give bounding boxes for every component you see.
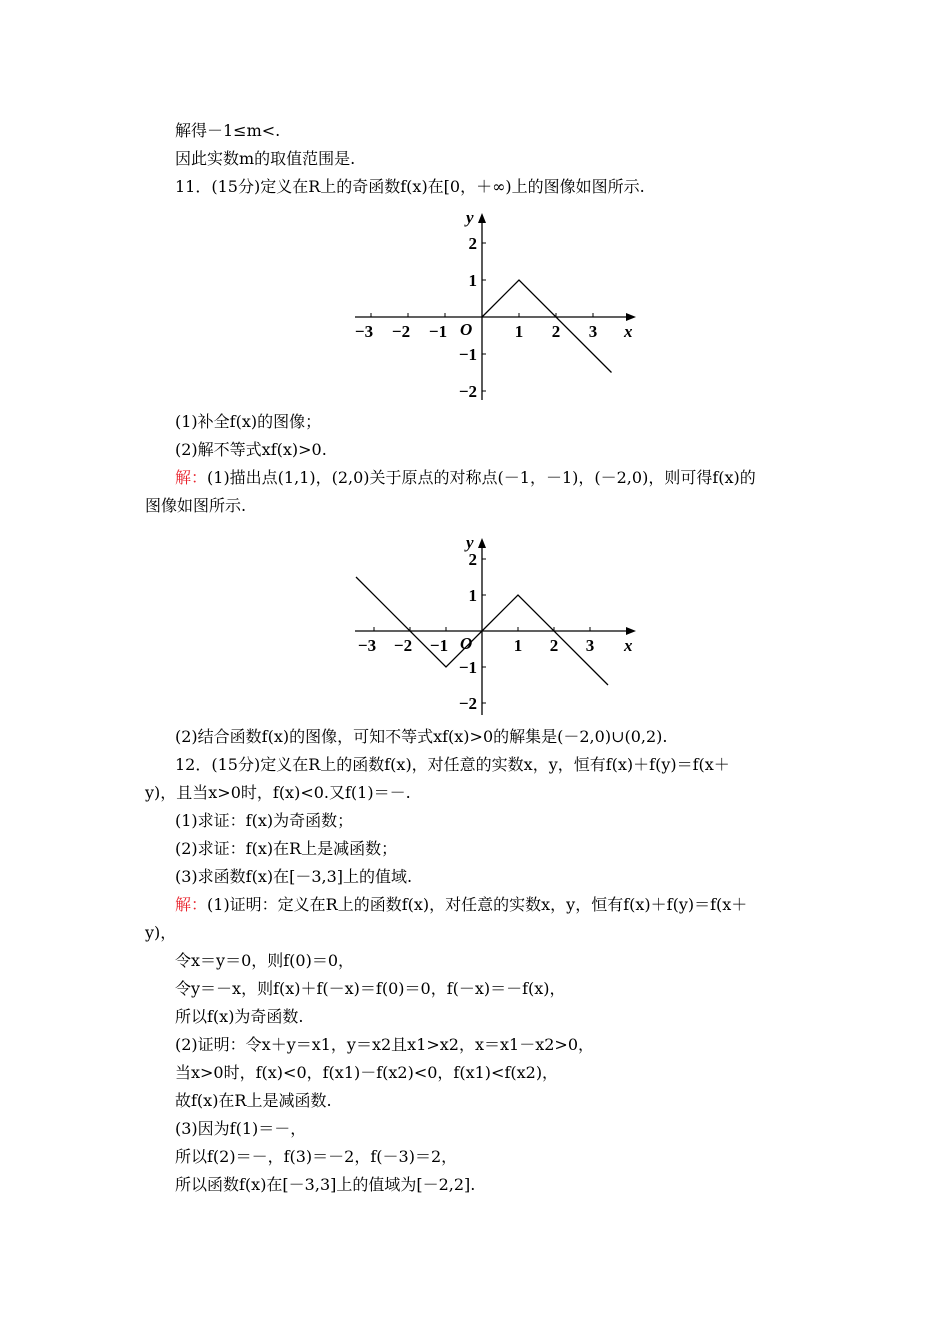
question-1: (1)求证：f(x)为奇函数； bbox=[175, 811, 354, 830]
y-axis-label: y bbox=[466, 208, 474, 227]
text-line: (2)证明：令x＋y＝x1，y＝x2且x1>x2，x＝x1－x2>0， bbox=[175, 1035, 595, 1054]
y-tick-label: −1 bbox=[458, 658, 477, 677]
x-tick-label: 1 bbox=[514, 322, 524, 341]
solution-label: 解： bbox=[175, 468, 208, 487]
x-axis-label: x bbox=[624, 322, 633, 341]
y-tick-label: 2 bbox=[468, 234, 477, 253]
x-tick-label: −2 bbox=[391, 322, 411, 341]
solution-text: (1)描出点(1,1)，(2,0)关于原点的对称点(－1，－1)，(－2,0)，则可得f(x)的 bbox=[207, 468, 756, 487]
text-line: 因此实数m的取值范围是. bbox=[175, 149, 356, 168]
y-tick-label: 1 bbox=[468, 586, 477, 605]
text-line: y)，且当x>0时，f(x)<0.又f(1)＝－. bbox=[145, 783, 411, 802]
y-axis-arrow bbox=[478, 538, 486, 548]
text-line: 令y＝－x，则f(x)＋f(－x)＝f(0)＝0，f(－x)＝－f(x)， bbox=[175, 979, 566, 998]
y-tick-label: −2 bbox=[458, 382, 477, 401]
solution-label: 解： bbox=[175, 895, 208, 914]
x-axis-label: x bbox=[624, 636, 633, 655]
x-tick-label: −2 bbox=[393, 636, 413, 655]
text-line: 图像如图所示. bbox=[145, 496, 247, 515]
answer-2: (2)结合函数f(x)的图像，可知不等式xf(x)>0的解集是(－2,0)∪(0,2). bbox=[175, 727, 668, 746]
question-2: (2)解不等式xf(x)>0. bbox=[175, 440, 327, 459]
x-tick-label: 1 bbox=[513, 636, 523, 655]
x-tick-label: 3 bbox=[585, 636, 595, 655]
question-1: (1)补全f(x)的图像； bbox=[175, 412, 322, 431]
x-axis-arrow bbox=[626, 313, 636, 321]
y-tick-label: −2 bbox=[458, 694, 477, 713]
text-line: 故f(x)在R上是减函数. bbox=[175, 1091, 332, 1110]
solution-line bbox=[175, 467, 756, 489]
x-tick-label: −1 bbox=[428, 322, 448, 341]
y-tick-label: 1 bbox=[468, 271, 477, 290]
x-tick-label: 3 bbox=[588, 322, 598, 341]
x-tick-label: −1 bbox=[429, 636, 449, 655]
x-tick-label: 2 bbox=[551, 322, 561, 341]
solution-line bbox=[175, 894, 747, 916]
question-2: (2)求证：f(x)在R上是减函数； bbox=[175, 839, 398, 858]
text-line: 当x>0时，f(x)<0，f(x1)－f(x2)<0，f(x1)<f(x2)， bbox=[175, 1063, 559, 1082]
x-axis-arrow bbox=[626, 627, 636, 635]
y-tick-label: 2 bbox=[468, 550, 477, 569]
y-tick-label: −1 bbox=[458, 345, 477, 364]
text-line: 所以f(x)为奇函数. bbox=[175, 1007, 304, 1026]
x-tick-label: −3 bbox=[354, 322, 374, 341]
y-axis-label: y bbox=[466, 533, 474, 552]
text-line: (3)因为f(1)＝－， bbox=[175, 1119, 307, 1138]
solution-text: (1)证明：定义在R上的函数f(x)，对任意的实数x，y，恒有f(x)＋f(y)＝f(x＋ bbox=[207, 895, 748, 914]
problem-12-heading: 12．(15分)定义在R上的函数f(x)，对任意的实数x，y，恒有f(x)＋f(y)＝f(x＋ bbox=[175, 755, 730, 774]
question-3: (3)求函数f(x)在[－3,3]上的值域. bbox=[175, 867, 413, 886]
x-tick-label: −3 bbox=[357, 636, 377, 655]
problem-11-heading: 11．(15分)定义在R上的奇函数f(x)在[0，＋∞)上的图像如图所示. bbox=[175, 177, 645, 196]
origin-label: O bbox=[460, 634, 473, 653]
x-tick-label: 2 bbox=[549, 636, 559, 655]
origin-label: O bbox=[460, 320, 473, 339]
text-line: 令x＝y＝0，则f(0)＝0， bbox=[175, 951, 355, 970]
text-line: 解得－1≤m<. bbox=[175, 121, 281, 140]
y-axis-arrow bbox=[478, 213, 486, 223]
figure-2-full-graph bbox=[350, 530, 640, 724]
text-line: y)， bbox=[145, 923, 177, 942]
text-line: 所以f(2)＝－，f(3)＝－2，f(－3)＝2， bbox=[175, 1147, 458, 1166]
text-line: 所以函数f(x)在[－3,3]上的值域为[－2,2]. bbox=[175, 1175, 476, 1194]
figure-1-half-graph bbox=[350, 205, 640, 409]
